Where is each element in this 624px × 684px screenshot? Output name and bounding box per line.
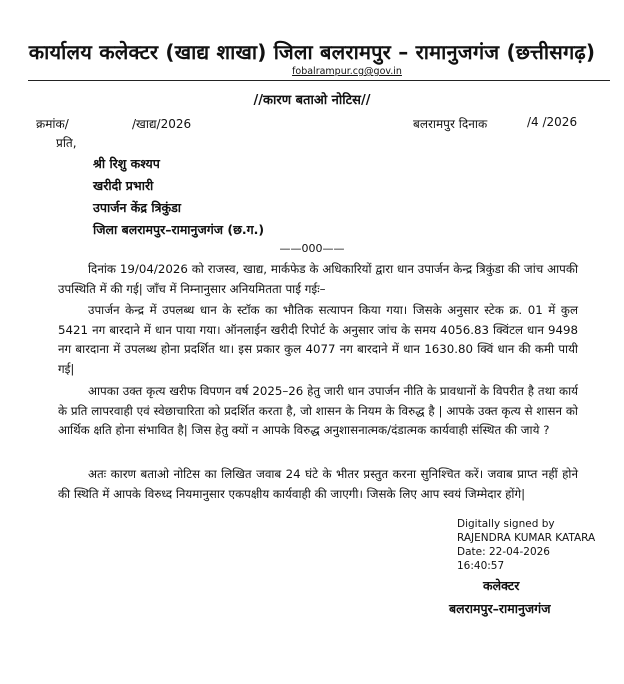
body-paragraph-1: दिनांक 19/04/2026 को राजस्व, खाद्य, मार्कफेड के अधिकारियों द्वारा धान उपार्जन केन्द्र त्रिकुंडा की जांच आपकी उपस्थिति में की गई| जाँच में निम्नानुसार अनियमितता पाई गईः– (58, 262, 578, 296)
addressee-center: उपार्जन केंद्र त्रिकुंडा (93, 200, 182, 215)
addressee-name: श्री रिशु कश्यप (93, 156, 160, 171)
reference-khadya: /खाद्य/2026 (132, 117, 192, 131)
body-paragraph-3: आपका उक्त कृत्य खरीफ विपणन वर्ष 2025–26 हेतु जारी धान उपार्जन नीति के प्रावधानों के विपरीत है तथा कार्य के प्रति लापरवाही एवं स्वेछाचारिता को प्रदर्शित करता है, जो शासन के नियम के विरुद्ध है | आपके उक्त कृत्य से शासन को आर्थिक क्षति होना संभावित है| जिस हेतु क्यों न आपके विरुद्ध अनुशासनात्मक/दंडात्मक कार्यवाही संस्थित की जाये ? (58, 384, 578, 437)
office-email: fobalrampur.cg@gov.in (292, 66, 402, 77)
signature-line-2: RAJENDRA KUMAR KATARA (457, 532, 596, 544)
body-paragraph-4: अतः कारण बताओ नोटिस का लिखित जवाब 24 घंटे के भीतर प्रस्तुत करना सुनिश्चित करें। जवाब प्राप्त नहीं होने की स्थिति में आपके विरुध्द नियमानुसार एकपक्षीय कार्यवाही की जाएगी। जिसके लिए आप स्वयं जिम्मेदार होंगे| (58, 467, 578, 501)
separator: ——000—— (279, 242, 345, 255)
place-date-label: बलरामपुर दिनाक (413, 117, 488, 131)
reference-date: /4 /2026 (527, 115, 578, 129)
office-title: कार्यालय कलेक्टर (खाद्य शाखा) जिला बलरामपुर – रामानुजगंज (छत्तीसगढ़) (28, 40, 596, 64)
signature-time: 16:40:57 (457, 560, 505, 572)
prati-label: प्रति, (56, 136, 77, 150)
body-paragraph-2: उपार्जन केन्द्र में उपलब्ध धान के स्टॉक का भौतिक सत्यापन किया गया। जिसके अनुसार स्टेक क्र. 01 में कुल 5421 नग बारदाने में धान पाया गया। ऑनलाईन खरीदी रिपोर्ट के अनुसार जांच के समय 4056.83 क्विंटल धान 9498 नग बारदाना में उपलब्ध होना प्रदर्शित था। इस प्रकार कुल 4077 नग बारदाने में धान 1630.80 क्विं धान की कमी पायी गई| (58, 303, 578, 376)
notice-heading: //कारण बताओ नोटिस// (253, 93, 371, 108)
header-divider (28, 80, 610, 81)
signatory-place: बलरामपुर–रामानुजगंज (449, 601, 551, 616)
signature-date: Date: 22-04-2026 (457, 546, 550, 558)
signatory-designation: कलेक्टर (483, 578, 520, 593)
addressee-designation: खरीदी प्रभारी (93, 178, 154, 193)
addressee-district: जिला बलरामपुर–रामानुजगंज (छ.ग.) (93, 222, 265, 237)
reference-number: क्रमांक/ (36, 117, 69, 131)
signature-line-1: Digitally signed by (457, 518, 555, 530)
